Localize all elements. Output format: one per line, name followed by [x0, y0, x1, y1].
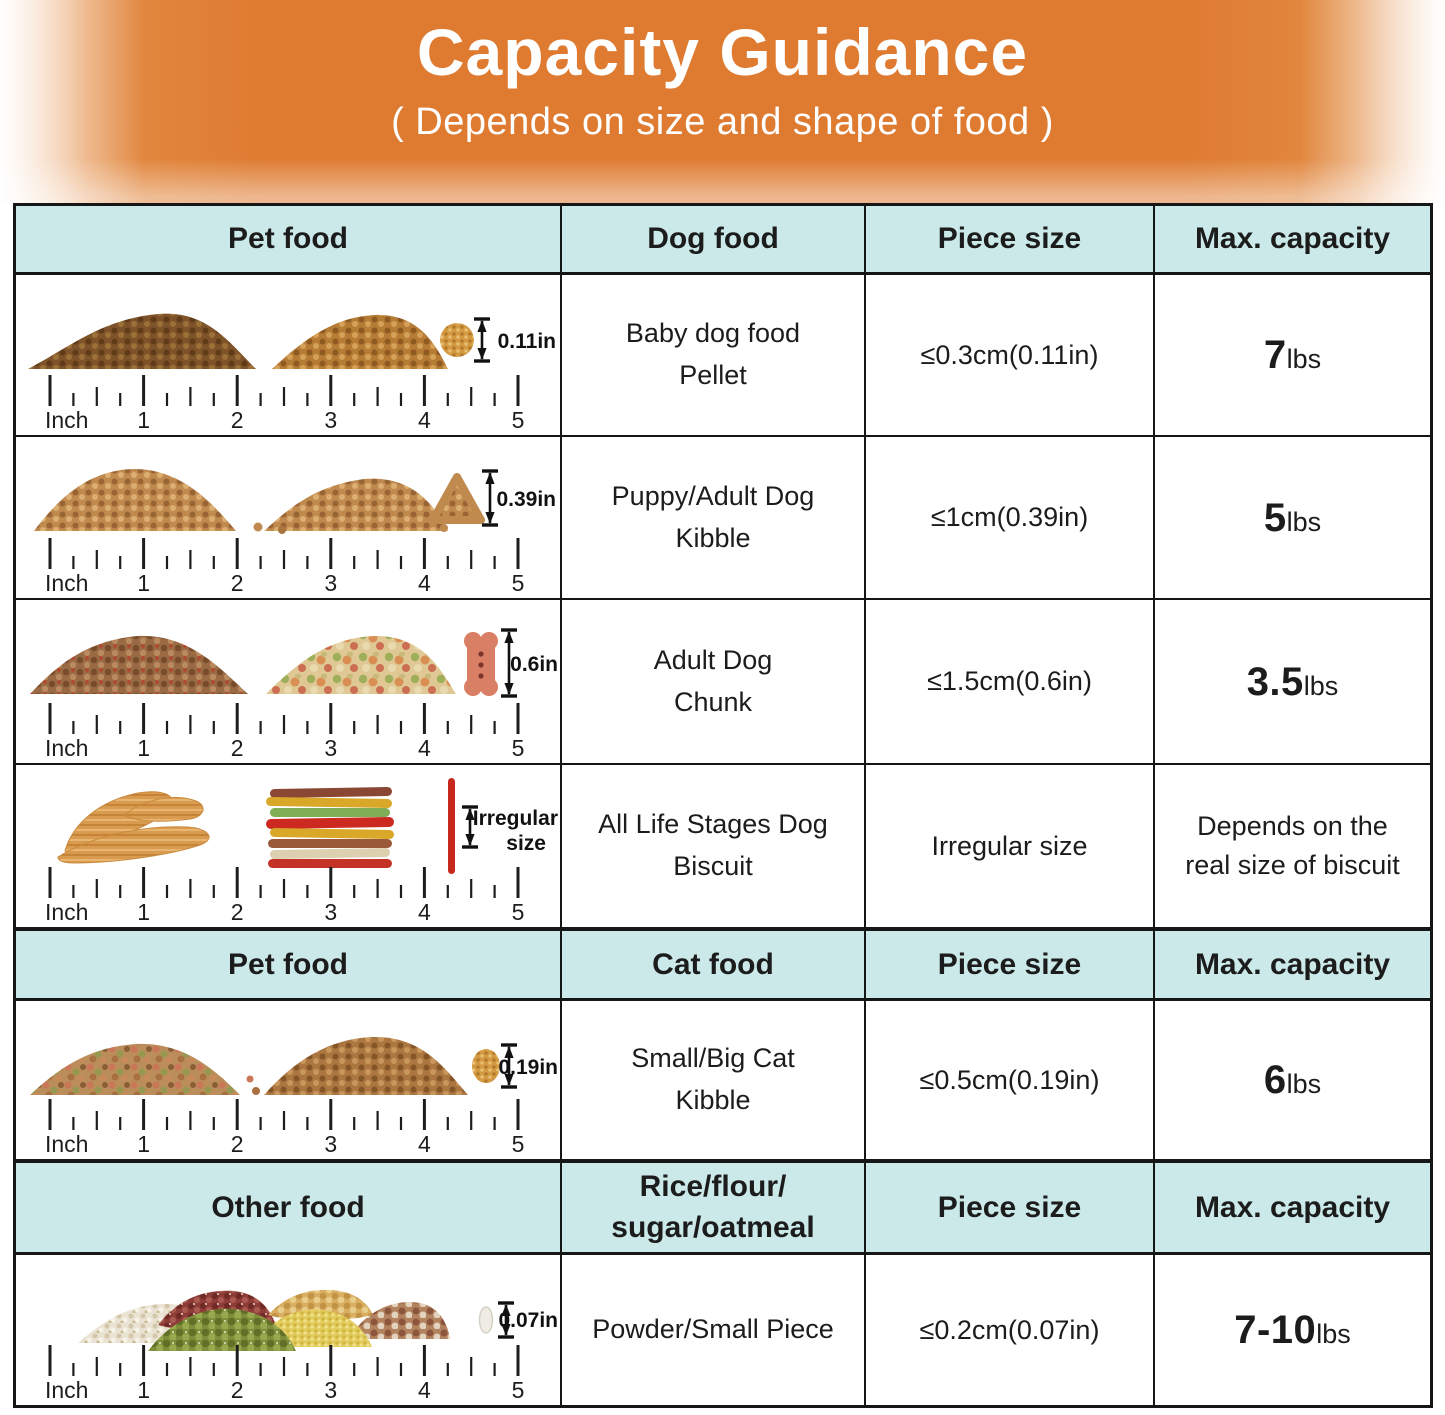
header-pet-food-cat: Pet food — [16, 931, 562, 1001]
svg-text:1: 1 — [137, 735, 150, 759]
pellet-piece-icon — [440, 323, 474, 357]
biscuit-illustration — [20, 773, 560, 878]
kibble-pile-icon — [272, 315, 448, 369]
kibble-pile-icon — [28, 314, 256, 369]
row-pellet-piece-size: ≤0.3cm(0.11in) — [866, 275, 1155, 437]
header-piece-size-cat: Piece size — [866, 931, 1155, 1001]
row-biscuit-name: All Life Stages Dog Biscuit — [562, 765, 866, 931]
kibble-pile-illustration — [20, 445, 560, 550]
measure-label: 0.19in — [498, 1056, 558, 1079]
kibble-pile-icon — [30, 1044, 240, 1095]
row-powder-piece-size: ≤0.2cm(0.07in) — [866, 1255, 1155, 1405]
inch-ruler — [42, 1343, 532, 1401]
svg-text:3: 3 — [324, 570, 338, 594]
svg-text:Inch: Inch — [45, 1377, 89, 1401]
svg-text:3: 3 — [324, 407, 338, 431]
row-kibble-visual — [16, 437, 562, 600]
measure-label: size — [506, 832, 546, 855]
svg-text:3: 3 — [324, 899, 338, 923]
svg-text:Inch: Inch — [45, 899, 89, 923]
measure-label: Irregular — [472, 807, 558, 830]
svg-text:3: 3 — [324, 1377, 338, 1401]
inch-ruler — [42, 373, 532, 431]
svg-text:5: 5 — [511, 899, 525, 923]
kibble-pile-icon — [264, 479, 448, 531]
chunk-pile-illustration — [20, 608, 560, 713]
dimension-arrow-icon — [474, 319, 490, 361]
svg-text:5: 5 — [511, 735, 525, 759]
svg-text:4: 4 — [418, 407, 431, 431]
header-piece-size-other: Piece size — [866, 1163, 1155, 1255]
grains-pile-icon — [78, 1290, 450, 1351]
row-kibble-capacity: 5lbs — [1155, 437, 1430, 600]
page-title: Capacity Guidance — [416, 15, 1029, 89]
svg-text:1: 1 — [137, 407, 150, 431]
kibble-pile-icon — [264, 1037, 468, 1095]
header-dog-food: Dog food — [562, 206, 866, 275]
header-piece-size-dog: Piece size — [866, 206, 1155, 275]
row-pellet-visual — [16, 275, 562, 437]
svg-text:Inch: Inch — [45, 1131, 89, 1155]
kibble-piece-icon — [472, 1049, 500, 1083]
red-stick-icon — [448, 778, 455, 874]
row-biscuit-visual — [16, 765, 562, 931]
row-powder-visual — [16, 1255, 562, 1405]
header-rice-flour: Rice/flour/ sugar/oatmeal — [562, 1163, 866, 1255]
row-biscuit-capacity: Depends on the real size of biscuit — [1155, 765, 1430, 931]
row-powder-name: Powder/Small Piece — [562, 1255, 866, 1405]
svg-text:5: 5 — [511, 407, 525, 431]
row-powder-capacity: 7-10lbs — [1234, 1308, 1351, 1352]
header-max-capacity-dog: Max. capacity — [1155, 206, 1430, 275]
page-subtitle: ( Depends on size and shape of food ) — [391, 101, 1054, 144]
capacity-table — [13, 203, 1433, 1408]
svg-text:3: 3 — [324, 1131, 338, 1155]
svg-text:2: 2 — [230, 735, 244, 759]
svg-text:4: 4 — [418, 570, 431, 594]
svg-text:5: 5 — [511, 1131, 525, 1155]
banner — [0, 0, 1445, 203]
row-cat-kibble-capacity: 6lbs — [1155, 1001, 1430, 1163]
measure-label: 0.39in — [496, 488, 556, 511]
inch-ruler — [42, 1097, 532, 1155]
kibble-pile-icon — [30, 636, 248, 694]
svg-text:Inch: Inch — [45, 735, 89, 759]
svg-text:2: 2 — [230, 899, 244, 923]
kibble-piece-icon — [433, 477, 481, 520]
measure-label: 0.6in — [510, 653, 558, 676]
row-kibble-piece-size: ≤1cm(0.39in) — [866, 437, 1155, 600]
row-pellet-name: Baby dog food Pellet — [562, 275, 866, 437]
header-pet-food-dog: Pet food — [16, 206, 562, 275]
inch-ruler — [42, 536, 532, 594]
jerky-strips-icon — [58, 792, 209, 863]
svg-text:5: 5 — [511, 570, 525, 594]
stick-treats-icon — [266, 787, 394, 868]
svg-text:2: 2 — [230, 407, 244, 431]
row-biscuit-piece-size: Irregular size — [866, 765, 1155, 931]
row-pellet-capacity: 7lbs — [1155, 275, 1430, 437]
row-chunk-piece-size: ≤1.5cm(0.6in) — [866, 600, 1155, 765]
row-chunk-capacity: 3.5lbs — [1155, 600, 1430, 765]
svg-text:4: 4 — [418, 735, 431, 759]
row-cat-kibble-piece-size: ≤0.5cm(0.19in) — [866, 1001, 1155, 1163]
row-kibble-name: Puppy/Adult Dog Kibble — [562, 437, 866, 600]
kibble-pile-icon — [34, 469, 236, 531]
svg-text:5: 5 — [511, 1377, 525, 1401]
svg-text:Inch: Inch — [45, 407, 89, 431]
svg-text:4: 4 — [418, 1377, 431, 1401]
header-other-food: Other food — [16, 1163, 562, 1255]
svg-text:4: 4 — [418, 899, 431, 923]
svg-text:1: 1 — [137, 1131, 150, 1155]
measure-label: 0.11in — [497, 330, 556, 353]
svg-text:1: 1 — [137, 899, 150, 923]
treat-pile-icon — [266, 636, 456, 694]
svg-text:2: 2 — [230, 570, 244, 594]
row-cat-kibble-visual — [16, 1001, 562, 1163]
inch-ruler — [42, 865, 532, 923]
svg-text:2: 2 — [230, 1377, 244, 1401]
grain-piece-icon — [480, 1307, 493, 1333]
header-max-capacity-other: Max. capacity — [1155, 1163, 1430, 1255]
svg-text:4: 4 — [418, 1131, 431, 1155]
svg-text:2: 2 — [230, 1131, 244, 1155]
row-chunk-name: Adult Dog Chunk — [562, 600, 866, 765]
svg-text:3: 3 — [324, 735, 338, 759]
measure-label: 0.07in — [498, 1309, 558, 1332]
row-cat-kibble-name: Small/Big Cat Kibble — [562, 1001, 866, 1163]
svg-text:Inch: Inch — [45, 570, 89, 594]
inch-ruler — [42, 701, 532, 759]
header-cat-food: Cat food — [562, 931, 866, 1001]
svg-text:1: 1 — [137, 570, 150, 594]
header-max-capacity-cat: Max. capacity — [1155, 931, 1430, 1001]
svg-text:1: 1 — [137, 1377, 150, 1401]
row-chunk-visual — [16, 600, 562, 765]
